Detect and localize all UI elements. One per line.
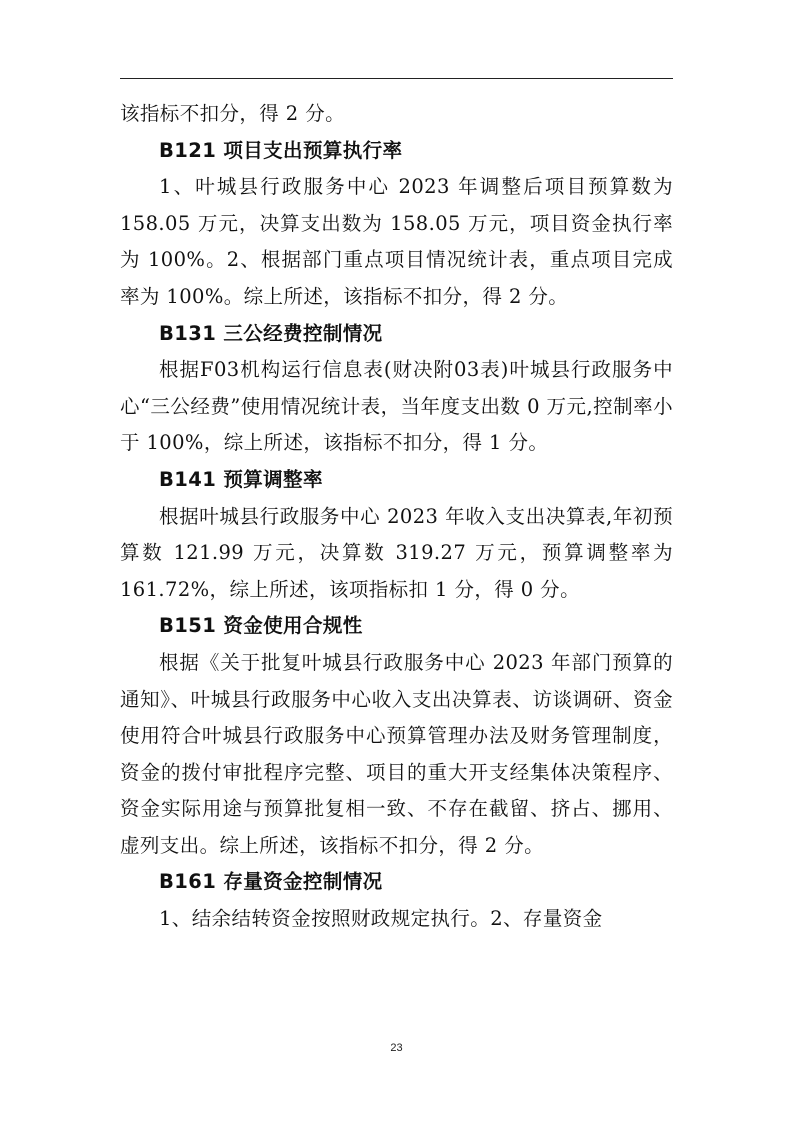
paragraph-b151: 根据《关于批复叶城县行政服务中心 2023 年部门预算的通知》、叶城县行政服务中心收入支出决算表、访谈调研、资金使用符合叶城县行政服务中心预算管理办法及财务管理制度，资金的拨付审批程序完整、项目的重大开支经集体决策程序、资金实际用途与预算批复相一致、不存在截留、挤占、挪用、虚列支出。综上所述，该指标不扣分，得 2 分。 bbox=[120, 650, 673, 857]
paragraph-b161: 1、结余结转资金按照财政规定执行。2、存量资金 bbox=[159, 907, 603, 931]
paragraph-b121: 1、叶城县行政服务中心 2023 年调整后项目预算数为 158.05 万元，决算支出数为 158.05 万元，项目资金执行率为 100%。2、根据部门重点项目情况统计表，重点项目完成率为 100%。综上所述，该指标不扣分，得 2 分。 bbox=[120, 175, 673, 308]
paragraph-continuation: 该指标不扣分，得 2 分。 bbox=[120, 102, 346, 125]
section-heading-b131: B131 三公经费控制情况 bbox=[159, 321, 383, 345]
page-number: 23 bbox=[390, 1042, 403, 1054]
section-heading-b151: B151 资金使用合规性 bbox=[159, 614, 363, 638]
section-heading-b121: B121 项目支出预算执行率 bbox=[159, 138, 403, 162]
paragraph-b141: 根据叶城县行政服务中心 2023 年收入支出决算表,年初预算数 121.99 万元，决算数 319.27 万元，预算调整率为 161.72%，综上所述，该项指标扣 1 分，得 0 分。 bbox=[120, 504, 673, 601]
header-rule bbox=[120, 78, 673, 79]
section-heading-b141: B141 预算调整率 bbox=[159, 467, 323, 491]
section-heading-b161: B161 存量资金控制情况 bbox=[159, 870, 383, 894]
document-body bbox=[120, 96, 673, 938]
paragraph-b131: 根据F03机构运行信息表(财决附03表)叶城县行政服务中心“三公经费”使用情况统计表，当年度支出数 0 万元,控制率小于 100%，综上所述，该指标不扣分，得 1 分。 bbox=[120, 358, 673, 455]
